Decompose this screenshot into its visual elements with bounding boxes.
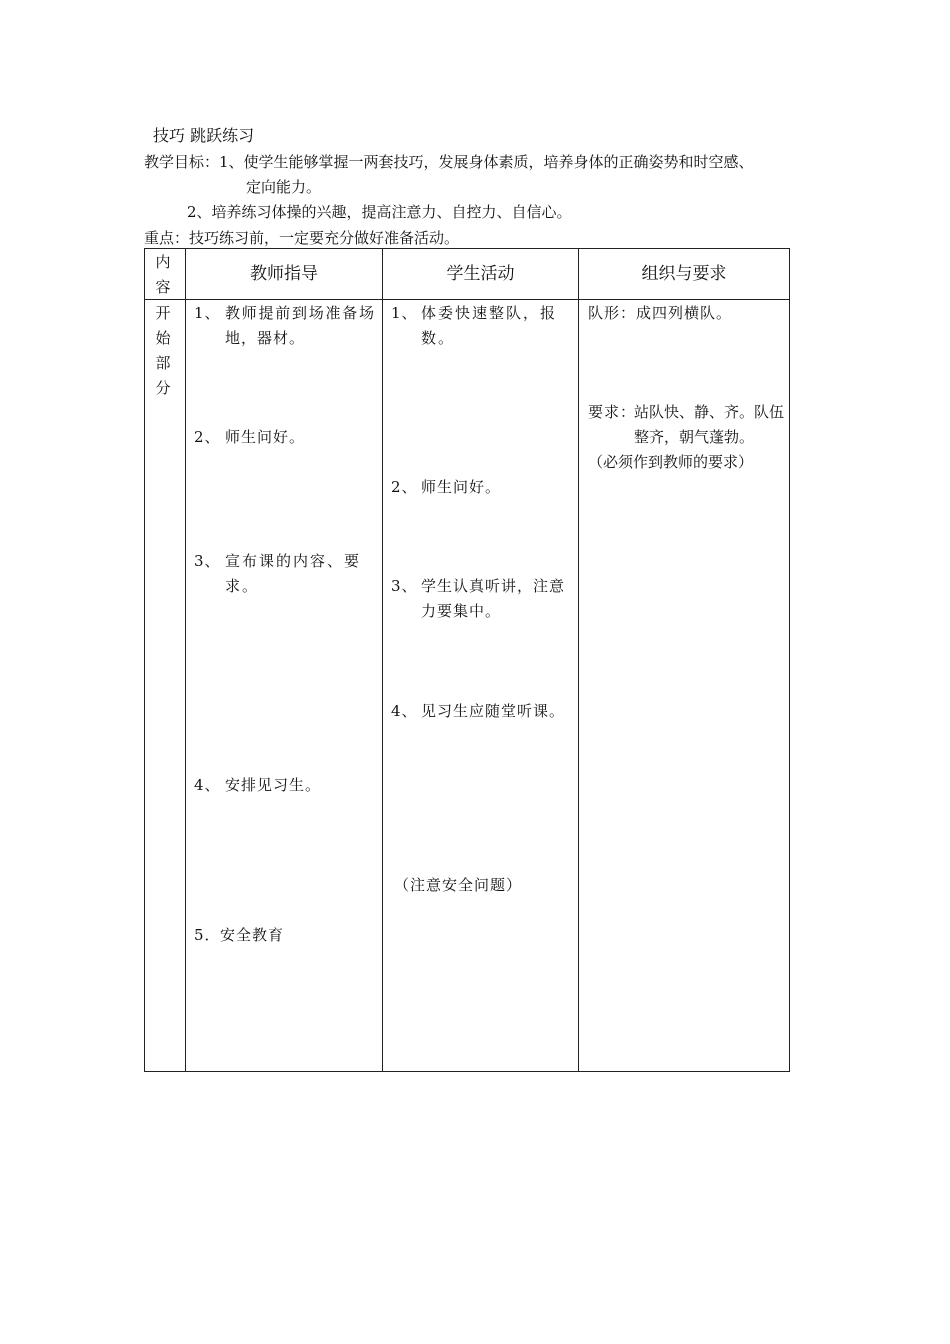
student-item-number: 3、 [391,577,418,595]
page-title: 技巧 跳跃练习 [153,126,255,145]
organization-requirement-text: 站队快、静、齐。队伍整齐，朝气蓬勃。 [634,403,785,446]
student-item-text: 体委快速整队，报数。 [421,304,558,347]
table-header-divider [144,299,790,300]
teacher-item-number: 1、 [194,304,221,322]
header-student: 学生活动 [446,264,515,284]
student-item-number: 4、 [391,702,418,720]
teacher-item-number: 5． [194,926,221,944]
header-content: 内容 [155,253,171,296]
student-item-text: 见习生应随堂听课。 [421,702,566,720]
student-item-text: 学生认真听讲，注意力要集中。 [421,577,566,620]
key-point: 重点：技巧练习前，一定要充分做好准备活动。 [144,229,460,247]
section-label: 开始部分 [155,304,171,397]
objective-line-2: 2、培养练习体操的兴趣，提高注意力、自控力、自信心。 [187,203,572,221]
organization-requirement-label: 要求： [588,403,637,421]
teacher-item-text: 师生问好。 [225,428,306,446]
objective-line-1-continued: 定向能力。 [246,178,322,196]
teacher-item-text: 安全教育 [220,926,285,944]
header-organization: 组织与要求 [641,264,727,284]
organization-formation: 队形：成四列横队。 [588,304,733,322]
student-item-text: 师生问好。 [421,478,502,496]
objective-line-1: 教学目标：1、使学生能够掌握一两套技巧，发展身体素质，培养身体的正确姿势和时空感、 [144,153,754,171]
header-teacher: 教师指导 [250,264,318,284]
teacher-item-number: 3、 [194,552,221,570]
table-border-bottom [144,1071,790,1072]
table-col-divider-2 [382,248,383,1072]
table-col-divider-3 [578,248,579,1072]
teacher-item-number: 4、 [194,776,221,794]
student-item-number: 1、 [391,304,418,322]
teacher-item-text: 宣布课的内容、要求。 [225,552,362,595]
table-border-top [144,248,790,249]
student-item-number: 2、 [391,478,418,496]
teacher-item-text: 安排见习生。 [225,776,322,794]
table-border-left [144,248,145,1072]
table-col-divider-1 [185,248,186,1072]
teacher-item-number: 2、 [194,428,221,446]
student-safety-note: （注意安全问题） [394,876,523,894]
organization-note: （必须作到教师的要求） [588,453,754,471]
teacher-item-text: 教师提前到场准备场地，器材。 [225,304,375,347]
table-border-right [789,248,790,1072]
